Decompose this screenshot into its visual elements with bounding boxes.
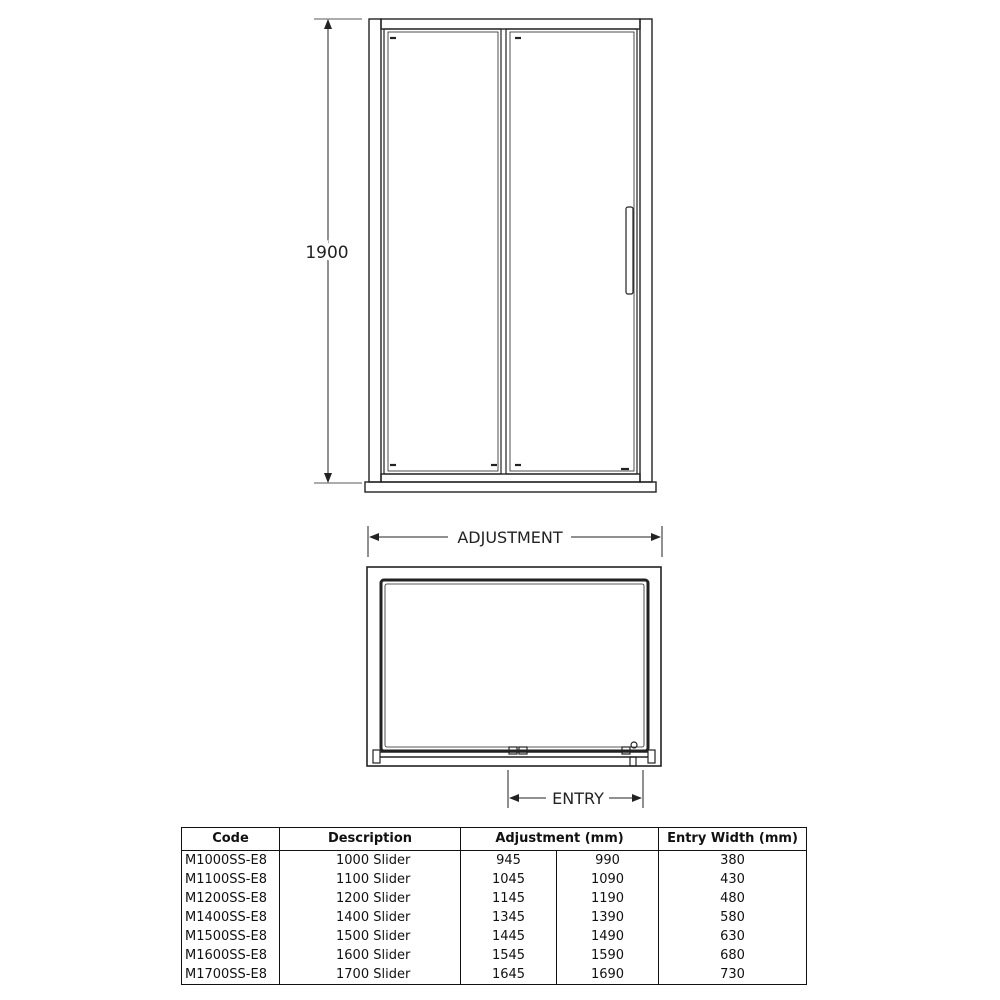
cell-code: M1400SS-E8 (182, 908, 280, 927)
cell-adjustment-max: 1190 (557, 889, 659, 908)
cell-code: M1700SS-E8 (182, 965, 280, 985)
cell-entry-width: 480 (659, 889, 807, 908)
adjustment-label: ADJUSTMENT (457, 528, 563, 547)
cell-adjustment-min: 945 (461, 851, 557, 871)
cell-description: 1200 Slider (280, 889, 461, 908)
cell-code: M1000SS-E8 (182, 851, 280, 871)
table-row (182, 965, 807, 985)
table-header-row (182, 828, 807, 851)
cell-description: 1100 Slider (280, 870, 461, 889)
header-description: Description (280, 828, 461, 851)
cell-adjustment-min: 1545 (461, 946, 557, 965)
front-elevation (314, 19, 656, 492)
cell-adjustment-min: 1645 (461, 965, 557, 985)
cell-adjustment-max: 1590 (557, 946, 659, 965)
cell-entry-width: 380 (659, 851, 807, 871)
cell-code: M1500SS-E8 (182, 927, 280, 946)
fixed-panel (384, 29, 506, 474)
cell-adjustment-max: 1390 (557, 908, 659, 927)
cell-code: M1200SS-E8 (182, 889, 280, 908)
cell-code: M1600SS-E8 (182, 946, 280, 965)
cell-entry-width: 430 (659, 870, 807, 889)
cell-description: 1500 Slider (280, 927, 461, 946)
table-row (182, 908, 807, 927)
enclosure-frame (365, 19, 656, 492)
header-entry-width: Entry Width (mm) (659, 828, 807, 851)
cell-entry-width: 630 (659, 927, 807, 946)
cell-description: 1400 Slider (280, 908, 461, 927)
table-row (182, 946, 807, 965)
cell-description: 1600 Slider (280, 946, 461, 965)
cell-adjustment-min: 1345 (461, 908, 557, 927)
cell-entry-width: 730 (659, 965, 807, 985)
spec-table (181, 827, 807, 985)
cell-adjustment-min: 1145 (461, 889, 557, 908)
table-row (182, 889, 807, 908)
height-label: 1900 (305, 243, 349, 263)
cell-adjustment-max: 990 (557, 851, 659, 871)
cell-adjustment-max: 1690 (557, 965, 659, 985)
cell-code: M1100SS-E8 (182, 870, 280, 889)
header-adjustment: Adjustment (mm) (461, 828, 659, 851)
cell-adjustment-max: 1490 (557, 927, 659, 946)
table-row (182, 927, 807, 946)
plan-view (367, 567, 661, 766)
cell-description: 1000 Slider (280, 851, 461, 871)
cell-entry-width: 680 (659, 946, 807, 965)
cell-adjustment-min: 1045 (461, 870, 557, 889)
sliding-door (506, 29, 637, 474)
header-code: Code (182, 828, 280, 851)
table-row (182, 851, 807, 871)
door-track (373, 742, 655, 766)
table-row (182, 870, 807, 889)
entry-label: ENTRY (552, 789, 604, 808)
cell-description: 1700 Slider (280, 965, 461, 985)
cell-adjustment-max: 1090 (557, 870, 659, 889)
door-handle (626, 207, 633, 294)
cell-entry-width: 580 (659, 908, 807, 927)
cell-adjustment-min: 1445 (461, 927, 557, 946)
